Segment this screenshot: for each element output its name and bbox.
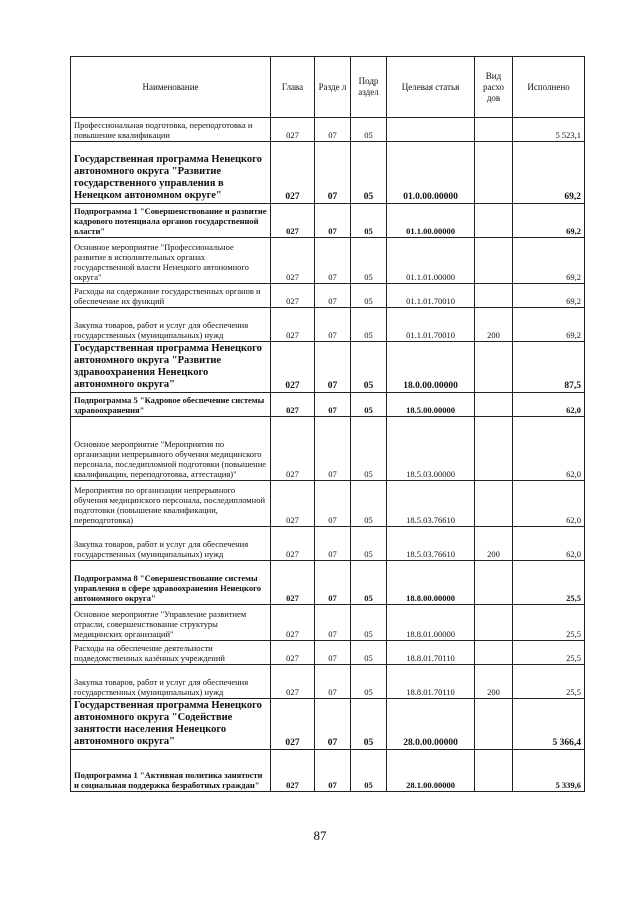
row-executed: 5 339,6 — [513, 750, 585, 792]
row-executed: 25,5 — [513, 665, 585, 699]
table-row — [71, 561, 585, 605]
row-section: 07 — [315, 342, 351, 393]
table-row — [71, 238, 585, 284]
row-executed: 62,0 — [513, 527, 585, 561]
row-chapter: 027 — [271, 142, 315, 204]
row-executed: 69,2 — [513, 284, 585, 308]
row-section: 07 — [315, 481, 351, 527]
table-row — [71, 342, 585, 393]
table-row — [71, 699, 585, 750]
row-subsection: 05 — [351, 561, 387, 605]
row-section: 07 — [315, 750, 351, 792]
row-chapter: 027 — [271, 393, 315, 417]
row-executed: 69,2 — [513, 308, 585, 342]
row-section: 07 — [315, 527, 351, 561]
row-chapter: 027 — [271, 527, 315, 561]
row-expense-type — [475, 284, 513, 308]
row-target: 28.1.00.00000 — [387, 750, 475, 792]
header-subsection: Подр аздел — [351, 57, 387, 118]
row-subsection: 05 — [351, 142, 387, 204]
table-row — [71, 393, 585, 417]
row-chapter: 027 — [271, 308, 315, 342]
row-name: Закупка товаров, работ и услуг для обеспечения государственных (муниципальных) нужд — [71, 308, 271, 342]
page-number: 87 — [313, 828, 327, 843]
row-expense-type — [475, 118, 513, 142]
row-executed: 25,5 — [513, 605, 585, 641]
row-chapter: 027 — [271, 238, 315, 284]
table-row — [71, 308, 585, 342]
row-name: Закупка товаров, работ и услуг для обеспечения государственных (муниципальных) нужд — [71, 527, 271, 561]
row-expense-type: 200 — [475, 527, 513, 561]
row-expense-type: 200 — [475, 308, 513, 342]
row-section: 07 — [315, 142, 351, 204]
row-subsection: 05 — [351, 308, 387, 342]
row-name: Основное мероприятие "Управление развитием отрасли, совершенствование структуры медицинских организаций" — [71, 605, 271, 641]
row-expense-type — [475, 393, 513, 417]
row-target: 01.1.01.00000 — [387, 238, 475, 284]
row-target: 18.8.00.00000 — [387, 561, 475, 605]
row-section: 07 — [315, 238, 351, 284]
row-target: 18.8.01.00000 — [387, 605, 475, 641]
row-chapter: 027 — [271, 665, 315, 699]
row-name: Закупка товаров, работ и услуг для обеспечения государственных (муниципальных) нужд — [71, 665, 271, 699]
row-target: 18.5.00.00000 — [387, 393, 475, 417]
row-name: Профессиональная подготовка, переподготовка и повышение квалификации — [71, 118, 271, 142]
row-section: 07 — [315, 118, 351, 142]
row-name: Основное мероприятие "Мероприятия по организации непрерывного обучения медицинского персонала, последипломной подготовки (повышение квалификации, переподготовка, аттестация)" — [71, 417, 271, 481]
row-subsection: 05 — [351, 750, 387, 792]
row-target: 01.0.00.00000 — [387, 142, 475, 204]
row-name: Основное мероприятие "Профессиональное развитие в исполнительных органах государственной власти Ненецкого автономного округа" — [71, 238, 271, 284]
row-expense-type — [475, 342, 513, 393]
row-target: 01.1.01.70010 — [387, 284, 475, 308]
row-target: 18.5.03.76610 — [387, 481, 475, 527]
row-section: 07 — [315, 605, 351, 641]
row-chapter: 027 — [271, 699, 315, 750]
row-executed: 25,5 — [513, 641, 585, 665]
row-subsection: 05 — [351, 342, 387, 393]
row-subsection: 05 — [351, 284, 387, 308]
row-target: 01.1.00.00000 — [387, 204, 475, 238]
row-expense-type — [475, 699, 513, 750]
row-executed: 62,0 — [513, 481, 585, 527]
row-chapter: 027 — [271, 118, 315, 142]
row-expense-type — [475, 641, 513, 665]
table-row — [71, 284, 585, 308]
budget-table — [70, 56, 585, 792]
row-section: 07 — [315, 699, 351, 750]
row-expense-type: 200 — [475, 665, 513, 699]
table-header-row — [71, 57, 585, 118]
row-chapter: 027 — [271, 561, 315, 605]
table-row — [71, 417, 585, 481]
table-row — [71, 641, 585, 665]
row-subsection: 05 — [351, 238, 387, 284]
row-subsection: 05 — [351, 699, 387, 750]
row-section: 07 — [315, 284, 351, 308]
row-section: 07 — [315, 417, 351, 481]
row-target: 18.8.01.70110 — [387, 641, 475, 665]
row-chapter: 027 — [271, 605, 315, 641]
table-row — [71, 605, 585, 641]
row-expense-type — [475, 481, 513, 527]
row-target: 18.8.01.70110 — [387, 665, 475, 699]
row-name: Расходы на обеспечение деятельности подведомственных казённых учреждений — [71, 641, 271, 665]
row-chapter: 027 — [271, 204, 315, 238]
row-name: Государственная программа Ненецкого автономного округа "Развитие здравоохранения Ненецкого автономного округа" — [71, 342, 271, 393]
header-executed: Исполнено — [513, 57, 585, 118]
row-chapter: 027 — [271, 641, 315, 665]
row-executed: 5 366,4 — [513, 699, 585, 750]
row-name: Подпрограмма 5 "Кадровое обеспечение системы здравоохранения" — [71, 393, 271, 417]
row-expense-type — [475, 561, 513, 605]
header-chapter: Глава — [271, 57, 315, 118]
row-chapter: 027 — [271, 417, 315, 481]
table-row — [71, 204, 585, 238]
table-row — [71, 481, 585, 527]
row-target: 28.0.00.00000 — [387, 699, 475, 750]
header-target: Целевая статья — [387, 57, 475, 118]
table-row — [71, 118, 585, 142]
header-name: Наименование — [71, 57, 271, 118]
row-subsection: 05 — [351, 204, 387, 238]
row-expense-type — [475, 142, 513, 204]
row-section: 07 — [315, 561, 351, 605]
row-subsection: 05 — [351, 665, 387, 699]
row-target: 18.0.00.00000 — [387, 342, 475, 393]
row-executed: 25,5 — [513, 561, 585, 605]
row-chapter: 027 — [271, 284, 315, 308]
row-target — [387, 118, 475, 142]
row-target: 18.5.03.76610 — [387, 527, 475, 561]
row-chapter: 027 — [271, 481, 315, 527]
table-row — [71, 527, 585, 561]
row-executed: 62,0 — [513, 393, 585, 417]
row-subsection: 05 — [351, 417, 387, 481]
row-executed: 87,5 — [513, 342, 585, 393]
row-name: Государственная программа Ненецкого автономного округа "Содействие занятости населения Ненецкого автономного округа" — [71, 699, 271, 750]
row-executed: 5 523,1 — [513, 118, 585, 142]
row-executed: 69,2 — [513, 142, 585, 204]
table-row — [71, 750, 585, 792]
row-section: 07 — [315, 641, 351, 665]
row-name: Подпрограмма 8 "Совершенствование системы управления в сфере здравоохранения Ненецкого автономного округа" — [71, 561, 271, 605]
row-expense-type — [475, 238, 513, 284]
row-executed: 69,2 — [513, 238, 585, 284]
row-expense-type — [475, 417, 513, 481]
row-executed: 69,2 — [513, 204, 585, 238]
row-name: Подпрограмма 1 "Совершенствование и развитие кадрового потенциала органов государственной власти" — [71, 204, 271, 238]
row-chapter: 027 — [271, 750, 315, 792]
row-section: 07 — [315, 665, 351, 699]
row-subsection: 05 — [351, 527, 387, 561]
row-expense-type — [475, 605, 513, 641]
row-subsection: 05 — [351, 393, 387, 417]
row-expense-type — [475, 204, 513, 238]
row-chapter: 027 — [271, 342, 315, 393]
row-section: 07 — [315, 204, 351, 238]
row-subsection: 05 — [351, 481, 387, 527]
row-expense-type — [475, 750, 513, 792]
row-subsection: 05 — [351, 641, 387, 665]
row-subsection: 05 — [351, 118, 387, 142]
row-name: Государственная программа Ненецкого автономного округа "Развитие государственного управления в Ненецком автономном округе" — [71, 142, 271, 204]
table-row — [71, 665, 585, 699]
header-expense-type: Вид расхо дов — [475, 57, 513, 118]
row-section: 07 — [315, 308, 351, 342]
row-name: Мероприятия по организации непрерывного обучения медицинского персонала, последипломной подготовки (повышение квалификации, переподготовка) — [71, 481, 271, 527]
header-section: Разде л — [315, 57, 351, 118]
row-subsection: 05 — [351, 605, 387, 641]
row-name: Подпрограмма 1 "Активная политика занятости и социальная поддержка безработных граждан" — [71, 750, 271, 792]
row-target: 01.1.01.70010 — [387, 308, 475, 342]
table-row — [71, 142, 585, 204]
row-section: 07 — [315, 393, 351, 417]
row-target: 18.5.03.00000 — [387, 417, 475, 481]
row-name: Расходы на содержание государственных органов и обеспечение их функций — [71, 284, 271, 308]
row-executed: 62,0 — [513, 417, 585, 481]
